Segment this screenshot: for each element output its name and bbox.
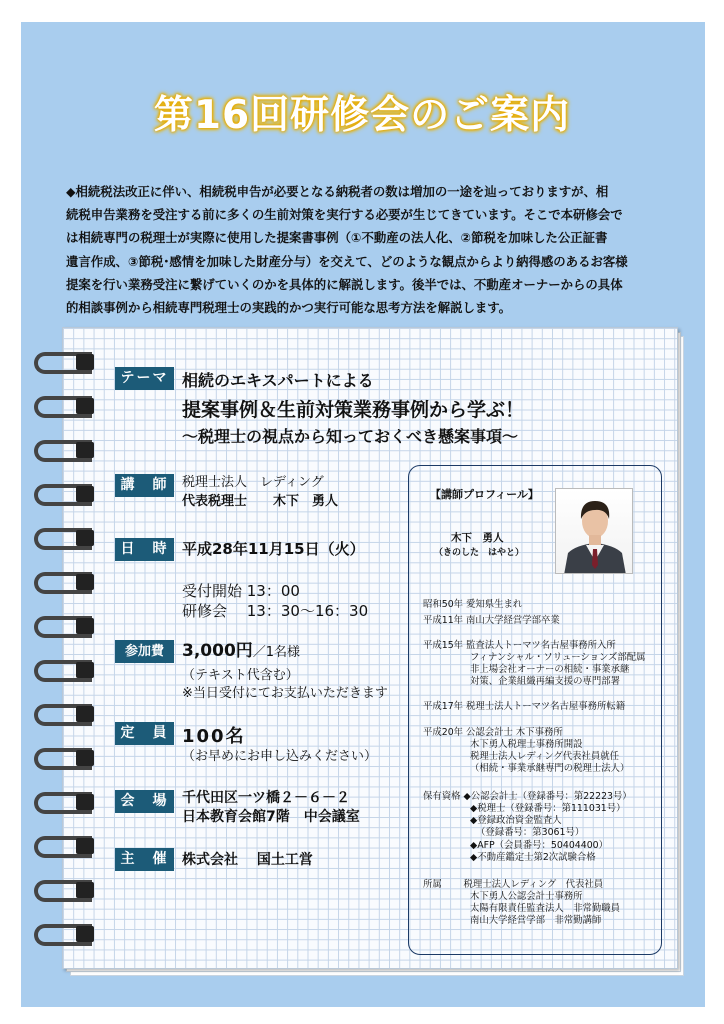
- profile-line: 保有資格 ◆公認会計士（登録番号：第22223号）: [423, 791, 632, 802]
- profile-line: 木下勇人税理士事務所開設: [470, 739, 583, 750]
- profile-line: ◆登録政治資金監査人: [470, 815, 562, 826]
- profile-line: 木下勇人公認会計士事務所: [470, 891, 583, 902]
- theme-label: テーマ: [115, 367, 174, 390]
- reception-time: 受付開始 13：00: [182, 582, 300, 600]
- intro-line: 提案を行い業務受注に繋げていくのかを具体的に解説します。後半では、不動産オーナーからの具体: [66, 276, 623, 292]
- lecturer-name: 代表税理士 木下 勇人: [182, 494, 339, 509]
- spiral-ring-icon: [34, 394, 100, 418]
- fee-amount-line: [182, 636, 300, 661]
- session-time: 研修会 13：30～16：30: [182, 602, 369, 620]
- lecturer-label: 講 師: [115, 474, 174, 497]
- profile-line: ◆税理士（登録番号：第111031号）: [470, 803, 626, 814]
- intro-line: ◆相続税法改正に伴い、相続税申告が必要となる納税者の数は増加の一途を辿っておりますが、相: [66, 184, 609, 199]
- profile-line: （登録番号：第3061号）: [476, 827, 585, 838]
- spiral-ring-icon: [34, 658, 100, 682]
- intro-line: 続税申告業務を受注する前に多くの生前対策を実行する必要が生じてきています。そこで本研修会で: [66, 207, 623, 223]
- spiral-ring-icon: [34, 482, 100, 506]
- fee-per: ／1名様: [252, 645, 301, 660]
- profile-line: 平成20年 公認会計士 木下事務所: [423, 727, 563, 738]
- profile-name-reading: （きのした はやと）: [434, 548, 525, 558]
- profile-line: 非上場会社オーナーの相続・事業承継: [470, 664, 630, 675]
- capacity-note: （お早めにお申し込みください）: [182, 749, 378, 764]
- fee-amount: 3,000円: [182, 641, 253, 661]
- organizer-label: 主 催: [115, 848, 174, 871]
- profile-line: 太陽有限責任監査法人 非常勤職員: [470, 903, 621, 914]
- capacity-amount: 100名: [182, 726, 246, 747]
- fee-note-1: （テキスト代含む）: [182, 668, 299, 683]
- venue-room: 日本教育会館7階 中会議室: [182, 809, 360, 825]
- lecturer-firm: 税理士法人 レディング: [182, 475, 324, 490]
- fee-note-2: ※当日受付にてお支払いただきます: [182, 686, 388, 701]
- spiral-ring-icon: [34, 526, 100, 550]
- spiral-ring-icon: [34, 922, 100, 946]
- intro-line: 的相談事例から相続専門税理士の実践的かつ実行可能な思考方法を解説します。: [66, 300, 512, 316]
- spiral-ring-icon: [34, 790, 100, 814]
- spiral-ring-icon: [34, 570, 100, 594]
- profile-line: 対策、企業組織再編支援の専門部署: [470, 676, 621, 687]
- event-date: 平成28年11月15日（火）: [182, 540, 365, 558]
- profile-line: フィナンシャル・ソリューションズ部配属: [470, 652, 646, 663]
- profile-name: 木下 勇人: [451, 532, 504, 544]
- profile-line: 税理士法人レディング代表社員就任: [470, 751, 620, 762]
- profile-heading: 【講師プロフィール】: [430, 488, 539, 501]
- profile-line: 平成17年 税理士法人トーマツ名古屋事務所転籍: [423, 701, 626, 712]
- spiral-ring-icon: [34, 702, 100, 726]
- fee-label: 参加費: [115, 640, 174, 663]
- capacity-label: 定 員: [115, 722, 174, 745]
- profile-line: ◆AFP（会員番号：50404400）: [470, 840, 609, 851]
- profile-line: 所属 税理士法人レディング 代表社員: [423, 879, 604, 890]
- date-label: 日 時: [115, 538, 174, 561]
- theme-line-3: ～税理士の視点から知っておくべき懸案事項～: [182, 427, 519, 446]
- spiral-ring-icon: [34, 746, 100, 770]
- profile-line: 南山大学経営学部 非常勤講師: [470, 915, 602, 926]
- spiral-ring-icon: [34, 614, 100, 638]
- profile-line: ◆不動産鑑定士第2次試験合格: [470, 852, 596, 863]
- theme-line-2: 提案事例＆生前対策業務事例から学ぶ！: [182, 399, 525, 421]
- intro-line: 遺言作成、③節税･感情を加味した財産分与）を交えて、どのような観点からより納得感のあるお客様: [66, 253, 628, 269]
- spiral-ring-icon: [34, 438, 100, 462]
- spiral-ring-icon: [34, 350, 100, 374]
- intro-text: [66, 180, 666, 319]
- profile-line: 平成11年 南山大学経営学部卒業: [423, 615, 560, 626]
- theme-line-1: 相続のエキスパートによる: [182, 371, 374, 390]
- spiral-ring-icon: [34, 834, 100, 858]
- organizer-name: 株式会社 国土工営: [182, 852, 313, 868]
- profile-line: （相続・事業承継専門の税理士法人）: [470, 763, 630, 774]
- profile-line: 平成15年 監査法人トーマツ名古屋事務所入所: [423, 640, 616, 651]
- venue-address: 千代田区一ツ橋２－６－２: [182, 790, 350, 806]
- lecturer-photo: [555, 488, 633, 574]
- intro-line: は相続専門の税理士が実際に使用した提案書事例（①不動産の法人化、②節税を加味した公正証書: [66, 230, 608, 246]
- page-title: 第16回研修会のご案内: [153, 93, 571, 138]
- spiral-ring-icon: [34, 878, 100, 902]
- profile-line: 昭和50年 愛知県生まれ: [423, 599, 523, 610]
- venue-label: 会 場: [115, 790, 174, 813]
